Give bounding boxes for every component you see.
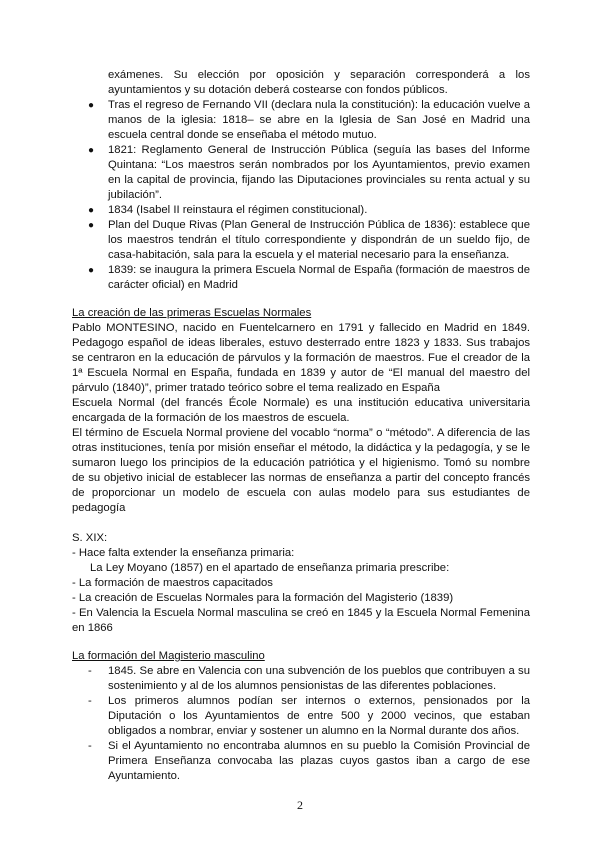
- paragraph-termino: El término de Escuela Normal proviene del vocablo “norma” o “método”. A diferencia de las otras instituciones, tenía por misión enseñar el método, la didáctica y la pedagogía, y se le sumaron luego los principios de la educación patriótica y el higienismo. Tomó su nombre de su objetivo inicial de establecer las normas de enseñanza a partir del concepto francés de proporcionar un modelo de escuela con aulas modelo para sus estudiantes de pedagogía: [72, 427, 530, 514]
- dash-list: [72, 664, 530, 784]
- bullet-item: [72, 218, 530, 263]
- bullet-item: [72, 143, 530, 203]
- dash-item: [72, 694, 530, 739]
- bullet-text: 1839: se inaugura la primera Escuela Normal de España (formación de maestros de carácter oficial) en Madrid: [108, 264, 530, 291]
- bullet-list: [72, 68, 530, 293]
- bullet-item: [72, 98, 530, 143]
- dash-text: 1845. Se abre en Valencia con una subvención de los pueblos que contribuyen a su sostenimiento y al de los alumnos pensionistas de las diferentes poblaciones.: [108, 665, 530, 692]
- bullet-text: 1821: Reglamento General de Instrucción Pública (seguía las bases del Informe Quintana: “Los maestros serán nombrados por los Ayuntamientos, previo examen en la capital de provincia, fijando las Diputaciones provinciales su renta actual y su jubilación”.: [108, 144, 530, 201]
- dash-item: [72, 664, 530, 694]
- dash-icon: -: [88, 695, 92, 707]
- sxix-line-indented: La Ley Moyano (1857) en el apartado de enseñanza primaria prescribe:: [90, 562, 450, 574]
- spacer: [72, 516, 530, 531]
- dash-text: Si el Ayuntamiento no encontraba alumnos en su pueblo la Comisión Provincial de Primera Enseñanza convocaba las plazas cuyos gastos iban a cargo de ese Ayuntamiento.: [108, 740, 530, 782]
- sxix-line: - La formación de maestros capacitados: [72, 577, 273, 589]
- bullet-text: Plan del Duque Rivas (Plan General de Instrucción Pública de 1836): establece que los maestros tendrán el título correspondiente y dispondrán de un sueldo fijo, de casa-habitación, sala para la escuela y el material necesario para la enseñanza.: [108, 219, 530, 261]
- section-heading-magisterio: La formación del Magisterio masculino: [72, 650, 265, 662]
- dash-text: Los primeros alumnos podían ser internos o externos, pensionados por la Diputación o los Ayuntamientos de entre 500 y 2000 vecinos, que estaban obligados a nombrar, enviar y sostener un alumno en la Normal durante dos años.: [108, 695, 530, 737]
- sxix-line: - La creación de Escuelas Normales para la formación del Magisterio (1839): [72, 592, 454, 604]
- bullet-text: 1834 (Isabel II reinstaura el régimen constitucional).: [108, 204, 368, 216]
- bullet-dot-icon: ●: [88, 145, 95, 156]
- sxix-line: - En Valencia la Escuela Normal masculina se creó en 1845 y la Escuela Normal Femenina en 1866: [72, 607, 530, 634]
- dash-icon: -: [88, 665, 92, 677]
- bullet-continuation: [72, 68, 530, 98]
- page-content: [72, 68, 530, 784]
- sxix-line: - Hace falta extender la enseñanza primaria:: [72, 547, 295, 559]
- bullet-text: Tras el regreso de Fernando VII (declara nula la constitución): la educación vuelve a manos de la iglesia: 1818– se abre en la Iglesia de San José en Madrid una escuela central donde se enseñaba el método mutuo.: [108, 99, 530, 141]
- section-heading-escuelas: La creación de las primeras Escuelas Normales: [72, 307, 312, 319]
- bullet-text: exámenes. Su elección por oposición y separación corresponderá a los ayuntamientos y su dotación deberá costearse con fondos públicos.: [108, 69, 530, 96]
- bullet-dot-icon: ●: [88, 205, 95, 216]
- section-title-sxix: S. XIX:: [72, 532, 108, 544]
- paragraph-escuela-normal: Escuela Normal (del francés École Normale) es una institución educativa universitaria encargada de la formación de los maestros de escuela.: [72, 397, 530, 424]
- bullet-dot-icon: ●: [88, 100, 95, 111]
- dash-icon: -: [88, 740, 92, 752]
- bullet-item: [72, 263, 530, 293]
- bullet-dot-icon: ●: [88, 265, 95, 276]
- bullet-dot-icon: ●: [88, 220, 95, 231]
- bullet-item: [72, 203, 530, 218]
- paragraph-montesino: Pablo MONTESINO, nacido en Fuentelcarnero en 1791 y fallecido en Madrid en 1849. Pedagogo español de ideas liberales, estuvo desterrado entre 1823 y 1833. Sus trabajos se centraron en la educación de párvulos y la formación de maestros. Fue el creador de la 1ª Escuela Normal en España, fundada en 1839 y autor de “El manual del maestro del párvulo (1840)”, primer tratado teórico sobre el tema realizado en España: [72, 322, 530, 394]
- page-number: 2: [297, 798, 303, 812]
- dash-item: [72, 739, 530, 784]
